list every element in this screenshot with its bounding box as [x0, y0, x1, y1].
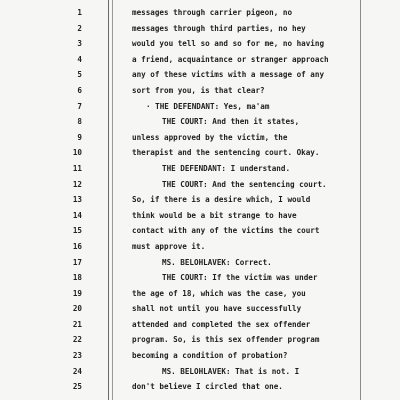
line-text: MS. BELOHLAVEK: Correct. [162, 257, 272, 267]
transcript-line [0, 99, 400, 115]
line-number: 15 [72, 226, 82, 236]
line-number: 23 [72, 351, 82, 361]
line-number: 5 [77, 70, 82, 80]
transcript-line [0, 348, 400, 364]
line-number: 18 [72, 273, 82, 283]
line-text: must approve it. [132, 241, 206, 251]
transcript-line [0, 255, 400, 271]
transcript-line [0, 223, 400, 239]
transcript-line [0, 301, 400, 317]
line-number: 7 [77, 101, 82, 111]
line-number: 12 [72, 179, 82, 189]
transcript-line [0, 36, 400, 52]
line-text: shall not until you have successfully [132, 304, 302, 314]
transcript-line [0, 67, 400, 83]
transcript-line [0, 83, 400, 99]
line-number: 2 [77, 23, 82, 33]
line-text: don't believe I circled that one. [132, 382, 283, 392]
line-text: the age of 18, which was the case, you [132, 288, 306, 298]
transcript-line [0, 364, 400, 380]
line-text: contact with any of the victims the court [132, 226, 320, 236]
transcript-line [0, 286, 400, 302]
line-text: a friend, acquaintance or stranger approach [132, 54, 329, 64]
transcript-line [0, 239, 400, 255]
line-text: any of these victims with a message of any [132, 70, 325, 80]
line-text: THE DEFENDANT: I understand. [162, 163, 291, 173]
line-text: So, if there is a desire which, I would [132, 195, 311, 205]
transcript-line [0, 145, 400, 161]
transcript-line [0, 114, 400, 130]
line-text: therapist and the sentencing court. Okay. [132, 148, 320, 158]
line-text: would you tell so and so for me, no having [132, 39, 325, 49]
line-number: 22 [72, 335, 82, 345]
line-number: 19 [72, 288, 82, 298]
line-number: 20 [72, 304, 82, 314]
line-number: 8 [77, 117, 82, 127]
line-number: 1 [77, 8, 82, 17]
line-number: 11 [72, 163, 82, 173]
line-number: 9 [77, 132, 82, 142]
transcript-line [0, 317, 400, 333]
line-text: · THE DEFENDANT: Yes, ma'am [146, 101, 270, 111]
line-number: 3 [77, 39, 82, 49]
line-number: 13 [72, 195, 82, 205]
line-text: think would be a bit strange to have [132, 210, 297, 220]
line-text: sort from you, is that clear? [132, 85, 265, 95]
line-number: 14 [72, 210, 82, 220]
line-number: 24 [72, 366, 82, 376]
transcript-line [0, 21, 400, 37]
transcript-line [0, 177, 400, 193]
line-text: program. So, is this sex offender program [132, 335, 320, 345]
line-text: messages through third parties, no hey [132, 23, 306, 33]
transcript-line [0, 379, 400, 395]
transcript-line [0, 192, 400, 208]
line-text: MS. BELOHLAVEK: That is not. I [162, 366, 300, 376]
transcript-lines [0, 5, 400, 395]
line-number: 10 [72, 148, 82, 158]
line-number: 17 [72, 257, 82, 267]
transcript-line [0, 161, 400, 177]
transcript-line [0, 332, 400, 348]
line-number: 25 [72, 382, 82, 392]
transcript-line [0, 5, 400, 21]
transcript-line [0, 130, 400, 146]
line-text: attended and completed the sex offender [132, 319, 311, 329]
line-text: THE COURT: And the sentencing court. [162, 179, 327, 189]
line-number: 21 [72, 319, 82, 329]
line-text: unless approved by the victim, the [132, 132, 288, 142]
line-text: messages through carrier pigeon, no [132, 8, 293, 17]
transcript-line [0, 52, 400, 68]
transcript-line [0, 270, 400, 286]
line-number: 6 [77, 85, 82, 95]
line-text: THE COURT: If the victim was under [162, 273, 318, 283]
line-text: THE COURT: And then it states, [162, 117, 300, 127]
line-number: 4 [77, 54, 82, 64]
line-text: becoming a condition of probation? [132, 351, 288, 361]
transcript-line [0, 208, 400, 224]
line-number: 16 [72, 241, 82, 251]
